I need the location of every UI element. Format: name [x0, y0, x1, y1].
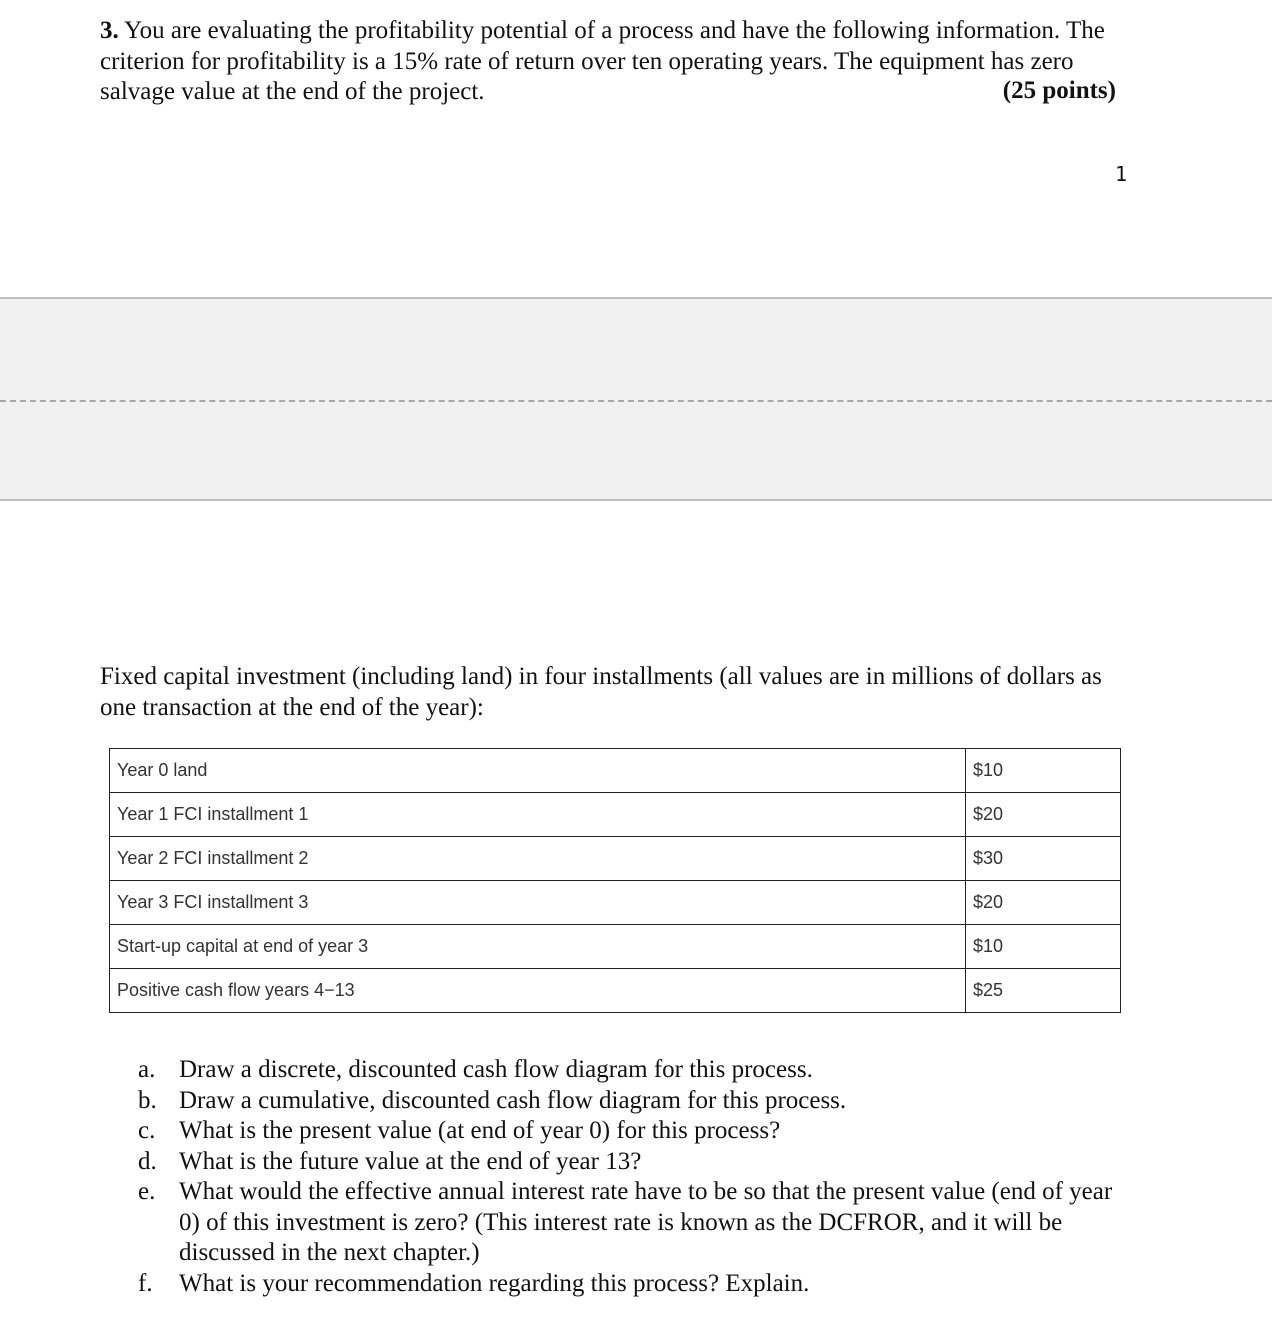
row-value: $20	[966, 793, 1121, 837]
row-value: $10	[966, 925, 1121, 969]
row-value: $20	[966, 881, 1121, 925]
points-label: (25 points)	[1002, 77, 1116, 104]
question-part	[138, 1055, 1128, 1086]
page-break-band	[0, 297, 1272, 501]
question-parts	[138, 1055, 1128, 1299]
row-label: Year 1 FCI installment 1	[110, 793, 966, 837]
part-text: Draw a discrete, discounted cash flow diagram for this process.	[179, 1056, 813, 1083]
question-text	[100, 16, 1140, 108]
row-label: Year 0 land	[110, 749, 966, 793]
row-value: $10	[966, 749, 1121, 793]
table-row	[110, 881, 1121, 925]
intro-text: Fixed capital investment (including land) in four installments (all values are in millions of dollars as one transaction at the end of the year):	[100, 663, 1102, 721]
part-text: What is the present value (at end of year 0) for this process?	[179, 1117, 781, 1144]
question-body: You are evaluating the profitability potential of a process and have the following information. The criterion for profitability is a 15% rate of return over ten operating years. The equipment has zero salvage value at the end of the project.	[100, 17, 1105, 105]
row-value: $30	[966, 837, 1121, 881]
part-marker: d.	[138, 1147, 157, 1175]
table-row	[110, 925, 1121, 969]
row-label: Year 2 FCI installment 2	[110, 837, 966, 881]
row-label: Start-up capital at end of year 3	[110, 925, 966, 969]
row-value: $25	[966, 969, 1121, 1013]
question-part	[138, 1177, 1128, 1269]
investment-table	[109, 748, 1121, 1013]
part-text: What is your recommendation regarding this process? Explain.	[179, 1269, 810, 1297]
table-row	[110, 969, 1121, 1013]
question-part	[138, 1269, 1128, 1300]
table-row	[110, 749, 1121, 793]
part-text: What would the effective annual interest rate have to be so that the present value (end of year 0) of this investment is zero? (This interest rate is known as the DCFROR, and it will be discussed in the next chapter.)	[179, 1178, 1113, 1266]
question-part	[138, 1147, 1128, 1178]
question-part	[138, 1086, 1128, 1117]
part-text: What is the future value at the end of year 13?	[179, 1147, 642, 1175]
part-marker: c.	[138, 1117, 156, 1144]
row-label: Positive cash flow years 4−13	[110, 969, 966, 1013]
part-marker: f.	[138, 1269, 153, 1297]
part-marker: a.	[138, 1056, 156, 1083]
page-break-divider	[0, 400, 1272, 402]
table-row	[110, 793, 1121, 837]
question-number: 3.	[100, 17, 119, 44]
row-label: Year 3 FCI installment 3	[110, 881, 966, 925]
part-text: Draw a cumulative, discounted cash flow diagram for this process.	[179, 1086, 847, 1114]
part-marker: e.	[138, 1178, 156, 1205]
part-marker: b.	[138, 1086, 157, 1114]
table-row	[110, 837, 1121, 881]
question-part	[138, 1116, 1128, 1147]
page-number: 1	[1115, 162, 1128, 186]
